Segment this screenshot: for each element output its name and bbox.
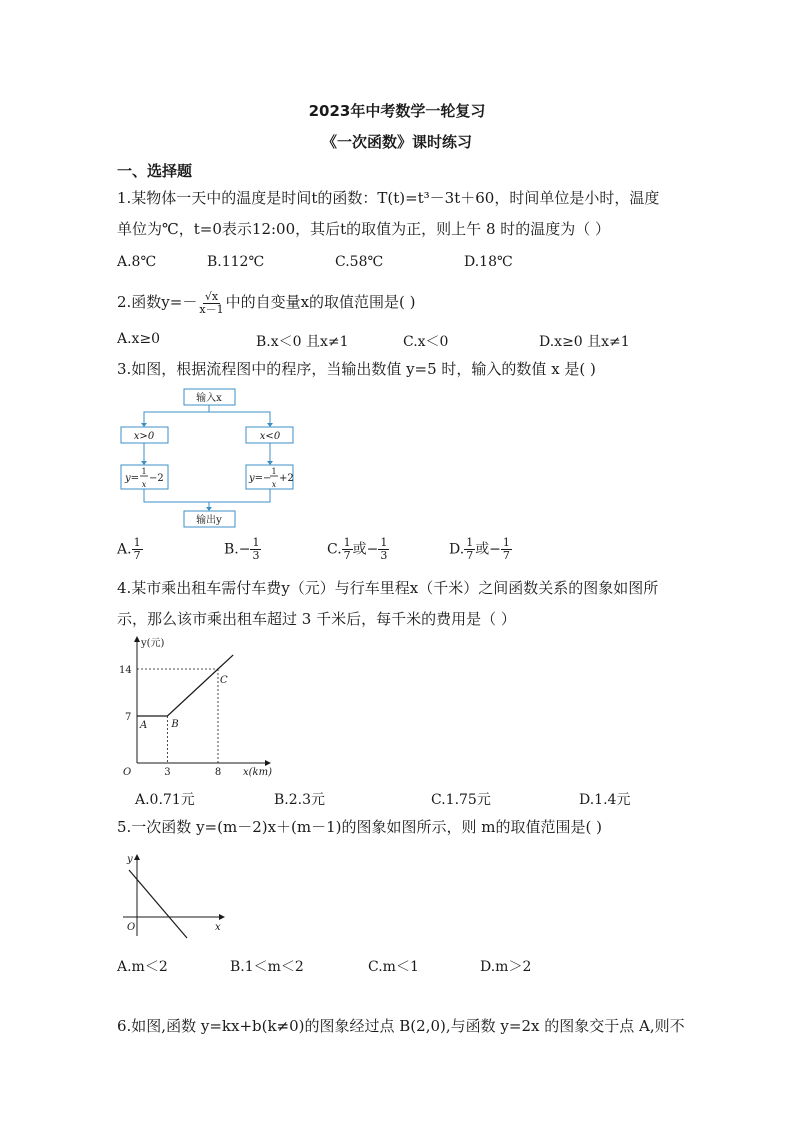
flow-right-formula-den: x [271, 480, 277, 489]
q3-a-den: 7 [133, 549, 141, 562]
q2-frac-num: √x [204, 289, 219, 303]
q3-a-num: 1 [133, 536, 141, 549]
q4-option-d[interactable]: D.1.4元 [579, 792, 631, 808]
section-heading: 一、选择题 [117, 162, 193, 180]
q4-option-c[interactable]: C.1.75元 [431, 792, 491, 808]
q4-option-b[interactable]: B.2.3元 [274, 792, 326, 808]
flow-right-formula-num: 1 [271, 467, 277, 476]
q1-option-c[interactable]: C.58℃ [335, 254, 384, 270]
q5-option-a[interactable]: A.m＜2 [117, 959, 168, 975]
document-subtitle: 《一次函数》课时练习 [321, 133, 472, 151]
q4-origin: O [123, 767, 132, 778]
q3-d-label: D. [449, 541, 465, 558]
q3-b-den: 3 [252, 549, 260, 562]
flow-left-formula-a: y= [125, 473, 140, 484]
flow-left-formula-b: −2 [149, 473, 164, 484]
q1-option-d[interactable]: D.18℃ [464, 254, 513, 270]
document-title: 2023年中考数学一轮复习 [308, 102, 486, 120]
q4-fare-line [137, 655, 233, 716]
q3-b-pre: − [238, 541, 251, 558]
flow-left-cond: x>0 [133, 431, 155, 442]
q4-line2: 示，那么该市乘出租车超过 3 千米后，每千米的费用是（ ） [117, 610, 516, 628]
q4-x-label: x(km) [243, 767, 272, 778]
q5-option-b[interactable]: B.1＜m＜2 [230, 959, 304, 975]
flow-left-formula-den: x [141, 480, 147, 489]
q4-ytick-14: 14 [119, 665, 132, 676]
q3-option-d[interactable] [449, 537, 512, 562]
q4-ytick-7: 7 [125, 712, 132, 723]
q4-option-a[interactable]: A.0.71元 [135, 792, 195, 808]
q5-stem: 5.一次函数 y=(m－2)x＋(m－1)的图象如图所示，则 m的取值范围是( ) [117, 818, 602, 836]
q3-option-b[interactable] [224, 537, 261, 562]
flow-right-formula-a: y=− [249, 473, 272, 484]
q3-d-den2: 7 [502, 549, 510, 562]
q3-b-num: 1 [252, 536, 260, 549]
q5-origin: O [127, 922, 136, 933]
q2-option-c[interactable]: C.x＜0 [403, 334, 449, 350]
q2-fraction [197, 291, 225, 316]
q2-suffix: 中的自变量x的取值范围是( ) [225, 293, 416, 311]
q1-line2: 单位为℃，t=0表示12:00，其后t的取值为正，则上午 8 时的温度为（ ） [117, 220, 611, 238]
q1-option-a[interactable]: A.8℃ [117, 254, 157, 270]
flow-left-formula-num: 1 [141, 467, 147, 476]
q5-option-d[interactable]: D.m＞2 [480, 959, 532, 975]
q3-option-a[interactable] [117, 537, 143, 562]
q2-frac-den: x－1 [199, 302, 224, 316]
q2-prefix: 2.函数y=－ [117, 293, 198, 311]
q3-c-mid: 或− [352, 541, 379, 558]
q3-c-num: 1 [343, 536, 351, 549]
q5-option-c[interactable]: C.m＜1 [368, 959, 419, 975]
q6-stem: 6.如图,函数 y=kx+b(k≠0)的图象经过点 B(2,0),与函数 y=2x 的图象交于点 A,则不 [117, 1017, 685, 1035]
q3-a-label: A. [117, 541, 132, 558]
q3-option-c[interactable] [327, 537, 389, 562]
q4-graph [115, 632, 280, 780]
flow-right-cond: x<0 [259, 431, 281, 442]
q1-line1: 1.某物体一天中的温度是时间t的函数：T(t)=t³－3t＋60，时间单位是小时，温度 [117, 189, 660, 207]
q3-c-label: C. [327, 541, 342, 558]
flow-output-label: 输出y [196, 515, 222, 526]
flow-input-label: 输入x [196, 393, 222, 404]
q3-c-den2: 3 [380, 549, 388, 562]
flow-right-formula-b: +2 [279, 473, 294, 484]
q4-xtick-3: 3 [164, 767, 171, 778]
q5-y-label: y [127, 854, 133, 865]
q3-d-num: 1 [466, 536, 474, 549]
q3-flowchart [115, 386, 305, 532]
q2-option-a[interactable]: A.x≥0 [117, 331, 161, 347]
q4-point-b: B [171, 719, 179, 730]
q3-d-num2: 1 [502, 536, 510, 549]
q5-graph [115, 850, 235, 940]
q3-stem: 3.如图，根据流程图中的程序，当输出数值 y=5 时，输入的数值 x 是( ) [117, 360, 596, 378]
q3-c-num2: 1 [380, 536, 388, 549]
q2-stem [117, 286, 416, 318]
q2-option-d[interactable]: D.x≥0 且x≠1 [539, 334, 630, 350]
q4-point-c: C [220, 675, 228, 686]
q4-point-a: A [140, 720, 148, 731]
q1-option-b[interactable]: B.112℃ [207, 254, 265, 270]
q3-d-mid: 或− [475, 541, 501, 558]
q2-option-b[interactable]: B.x＜0 且x≠1 [256, 334, 349, 350]
q3-b-label: B. [224, 541, 239, 558]
q3-d-den: 7 [466, 549, 474, 562]
q5-x-label: x [215, 922, 221, 933]
q5-function-line [129, 870, 187, 938]
q4-line1: 4.某市乘出租车需付车费y（元）与行车里程x（千米）之间函数关系的图象如图所 [117, 579, 659, 597]
q4-xtick-8: 8 [214, 767, 222, 778]
q3-c-den: 7 [343, 549, 351, 562]
q4-y-label: y(元) [141, 638, 165, 649]
